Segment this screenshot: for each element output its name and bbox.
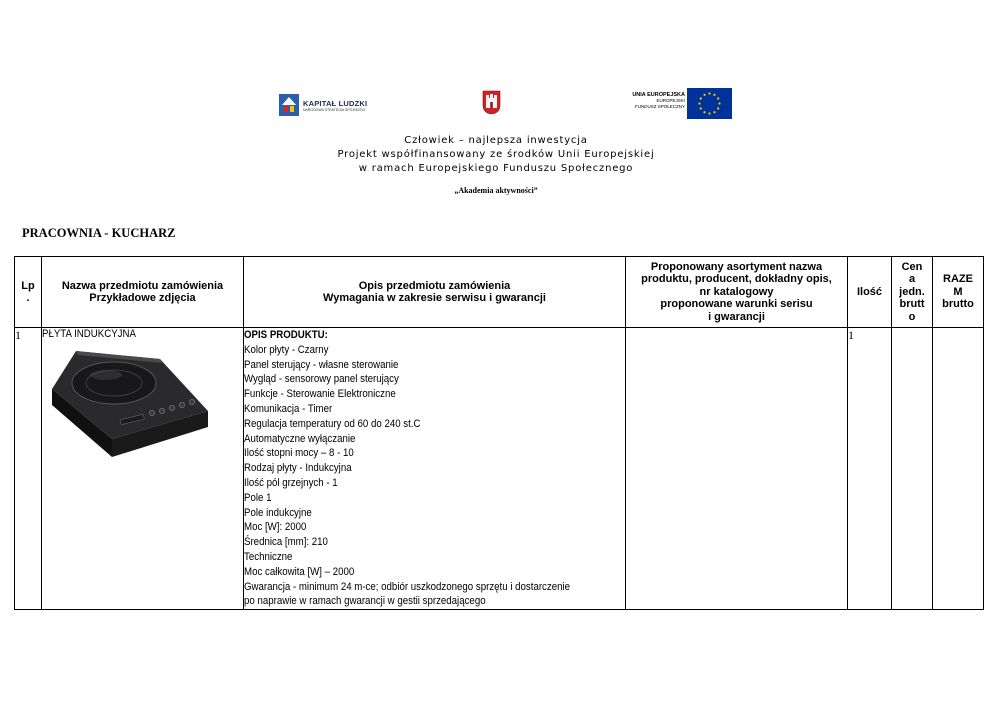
row-total-cell	[933, 328, 984, 610]
desc-line: Komunikacja - Timer	[244, 402, 333, 415]
slogan-line: Człowiek – najlepsza inwestycja	[404, 135, 588, 146]
eu-label: UNIA EUROPEJSKA	[632, 92, 685, 98]
coat-of-arms-icon	[482, 90, 501, 115]
desc-line: po naprawie w ramach gwarancji w gestii sprzedającego	[244, 595, 486, 608]
row-proposal-cell	[626, 328, 848, 610]
row-price-cell	[892, 328, 933, 610]
order-table	[14, 256, 984, 610]
desc-line: Gwarancja - minimum 24 m-ce; odbiór uszkodzonego sprzętu i dostarczenie	[244, 580, 571, 593]
row-qty: 1	[848, 328, 892, 610]
desc-line: Ilość stopni mocy – 8 - 10	[244, 447, 354, 460]
header-proposal: Proponowany asortyment nazwa produktu, producent, dokładny opis, nr katalogowy proponowane warunki serisu i gwarancji	[626, 257, 848, 328]
kapital-ludzki-logo	[279, 94, 385, 120]
kapital-ludzki-icon	[279, 94, 299, 116]
desc-line: OPIS PRODUKTU:	[244, 329, 328, 341]
desc-line: Pole 1	[244, 491, 272, 504]
header-total: RAZE M brutto	[933, 257, 984, 328]
desc-line: Moc [W]: 2000	[244, 521, 307, 534]
desc-line: Moc całkowita [W] – 2000	[244, 565, 355, 578]
header-name: Nazwa przedmiotu zamówienia Przykładowe zdjęcia	[42, 257, 244, 328]
desc-line: Pole indukcyjne	[244, 506, 312, 519]
desc-line: Panel sterujący - własne sterowanie	[244, 358, 399, 371]
header-lp: Lp .	[15, 257, 42, 328]
desc-line: Automatyczne wyłączanie	[244, 432, 356, 445]
project-name: „Akademia aktywności”	[454, 186, 538, 195]
desc-line: Funkcje - Sterowanie Elektroniczne	[244, 388, 396, 401]
logo-bar	[0, 88, 992, 122]
section-title: PRACOWNIA - KUCHARZ	[22, 226, 176, 240]
header-price: Cen a jedn. brutt o	[892, 257, 933, 328]
eu-sublabel-2: FUNDUSZ SPOŁECZNY	[634, 104, 685, 109]
kapital-ludzki-sublabel: NARODOWA STRATEGIA SPÓJNOŚCI	[303, 108, 366, 112]
slogan-block	[0, 134, 992, 176]
desc-line: Rodzaj płyty - Indukcyjna	[244, 462, 352, 475]
desc-line: Techniczne	[244, 550, 293, 563]
product-name: PŁYTA INDUKCYJNA	[42, 328, 136, 340]
desc-line: Kolor płyty - Czarny	[244, 343, 329, 356]
eu-sublabel-1: EUROPEJSKI	[656, 98, 685, 103]
desc-line: Średnica [mm]: 210	[244, 536, 328, 549]
row-name-cell	[42, 328, 244, 610]
eu-flag-icon	[687, 88, 732, 119]
table-row	[15, 328, 984, 610]
desc-line: Regulacja temperatury od 60 do 240 st.C	[244, 417, 421, 430]
eu-logo	[625, 88, 735, 121]
table-header-row	[15, 257, 984, 328]
header-desc: Opis przedmiotu zamówienia Wymagania w zakresie serwisu i gwarancji	[244, 257, 626, 328]
row-desc-cell	[244, 328, 626, 610]
induction-hob-photo	[48, 345, 213, 463]
slogan-line: w ramach Europejskiego Funduszu Społecznego	[358, 163, 634, 174]
header-qty: Ilość	[848, 257, 892, 328]
desc-line: Ilość pól grzejnych - 1	[244, 476, 338, 489]
desc-line: Wygląd - sensorowy panel sterujący	[244, 373, 399, 386]
slogan-line: Projekt współfinansowany ze środków Unii Europejskiej	[337, 149, 655, 160]
kapital-ludzki-label: KAPITAŁ LUDZKI	[303, 99, 368, 108]
row-lp: 1	[15, 328, 42, 610]
